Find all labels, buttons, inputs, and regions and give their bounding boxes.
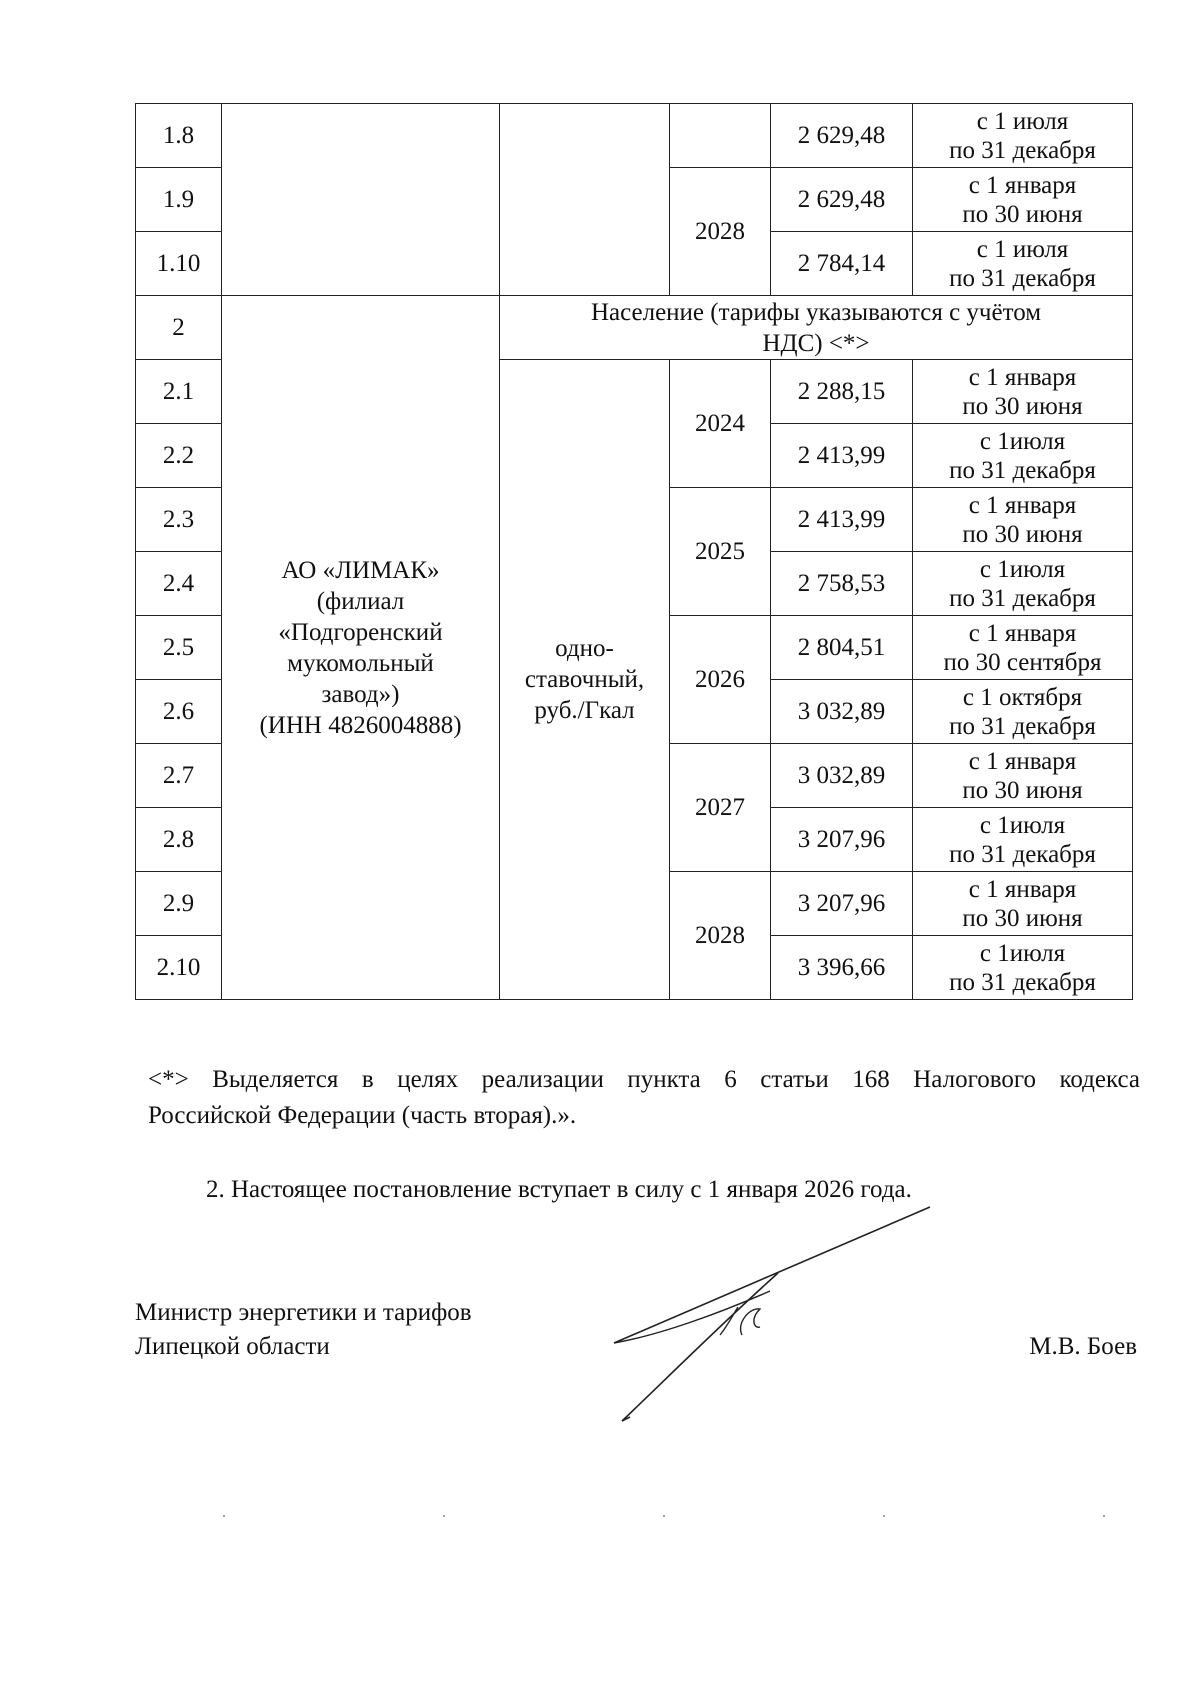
- period-cell: [913, 488, 1133, 552]
- effective-date-clause: 2. Настоящее постановление вступает в силу с 1 января 2026 года.: [206, 1176, 912, 1203]
- tariff-type-line: руб./Гкал: [534, 697, 635, 724]
- period-end: по 30 сентября: [943, 648, 1102, 676]
- period-start: с 1 января: [968, 171, 1077, 199]
- year-cell: 2028: [670, 872, 771, 1000]
- table-row: [136, 296, 1133, 360]
- scan-dots: [0, 1515, 1200, 1525]
- period-cell: [913, 104, 1133, 168]
- period-cell: [913, 808, 1133, 872]
- row-number: 2.1: [136, 360, 222, 424]
- tariff-value: 3 032,89: [771, 744, 913, 808]
- tariff-value: 3 032,89: [771, 680, 913, 744]
- period-end: по 30 июня: [962, 200, 1083, 228]
- row-number: 2.4: [136, 552, 222, 616]
- tariff-value: 2 629,48: [771, 168, 913, 232]
- organization-cell: [222, 296, 500, 1000]
- period-start: с 1 июля: [976, 235, 1069, 263]
- period-start: с 1июля: [979, 939, 1066, 967]
- signer-title-line-2: Липецкой области: [135, 1333, 330, 1360]
- year-cell: 2026: [670, 616, 771, 744]
- row-number: 2.8: [136, 808, 222, 872]
- row-number: 2.9: [136, 872, 222, 936]
- period-end: по 31 декабря: [949, 584, 1096, 612]
- period-end: по 31 декабря: [949, 264, 1096, 292]
- period-cell: [913, 744, 1133, 808]
- period-cell: [913, 936, 1133, 1000]
- org-line: завод»): [321, 680, 400, 708]
- row-number: 2.10: [136, 936, 222, 1000]
- period-start: с 1 июля: [976, 107, 1069, 135]
- tariff-value: 3 396,66: [771, 936, 913, 1000]
- signer-title-line-1: Министр энергетики и тарифов: [135, 1299, 472, 1326]
- period-end: по 31 декабря: [949, 840, 1096, 868]
- org-line: мукомольный: [287, 649, 434, 677]
- year-cell: 2025: [670, 488, 771, 616]
- period-end: по 31 декабря: [949, 968, 1096, 996]
- org-line: «Подгоренский: [278, 618, 443, 646]
- signer-title: [135, 1296, 472, 1364]
- period-end: по 30 июня: [962, 776, 1083, 804]
- tariff-type-line: ставочный,: [524, 666, 645, 693]
- section-header: [500, 296, 1133, 360]
- tariff-value: 2 804,51: [771, 616, 913, 680]
- period-start: с 1 января: [968, 619, 1077, 647]
- period-cell: [913, 168, 1133, 232]
- tariff-value: 2 413,99: [771, 424, 913, 488]
- tariff-value: 2 784,14: [771, 232, 913, 296]
- tariff-value: 2 288,15: [771, 360, 913, 424]
- period-start: с 1 января: [968, 491, 1077, 519]
- row-number: 1.8: [136, 104, 222, 168]
- period-start: с 1 января: [968, 747, 1077, 775]
- period-cell: [913, 232, 1133, 296]
- tariff-type-cell-empty: [500, 104, 670, 296]
- tariff-value: 2 758,53: [771, 552, 913, 616]
- row-number: 2.7: [136, 744, 222, 808]
- signer-name: М.В. Боев: [1029, 1333, 1137, 1360]
- row-number: 2: [136, 296, 222, 360]
- period-start: с 1 октября: [962, 683, 1083, 711]
- tariff-value: 2 413,99: [771, 488, 913, 552]
- period-end: по 31 декабря: [949, 136, 1096, 164]
- tariff-value: 2 629,48: [771, 104, 913, 168]
- row-number: 2.2: [136, 424, 222, 488]
- row-number: 2.5: [136, 616, 222, 680]
- period-end: по 30 июня: [962, 520, 1083, 548]
- tariff-value: 3 207,96: [771, 872, 913, 936]
- year-cell: 2024: [670, 360, 771, 488]
- row-number: 1.9: [136, 168, 222, 232]
- period-start: с 1июля: [979, 811, 1066, 839]
- handwritten-signature: [600, 1195, 960, 1435]
- period-start: с 1июля: [979, 555, 1066, 583]
- tariff-type-line: одно-: [555, 635, 614, 662]
- period-start: с 1 января: [968, 363, 1077, 391]
- period-start: с 1июля: [979, 427, 1066, 455]
- period-cell: [913, 424, 1133, 488]
- period-cell: [913, 872, 1133, 936]
- period-start: с 1 января: [968, 875, 1077, 903]
- period-end: по 30 июня: [962, 392, 1083, 420]
- tariff-table: [135, 103, 1133, 1000]
- period-cell: [913, 616, 1133, 680]
- year-cell: 2028: [670, 168, 771, 296]
- section-header-line: Население (тарифы указываются с учётом: [590, 298, 1042, 326]
- org-line: АО «ЛИМАК»: [281, 556, 440, 584]
- footnote-line-1: <*> Выделяется в целях реализации пункта 6 статьи 168 Налогового кодекса: [148, 1066, 1140, 1093]
- year-cell-empty: [670, 104, 771, 168]
- row-number: 2.6: [136, 680, 222, 744]
- org-line: (ИНН 4826004888): [259, 711, 462, 739]
- section-header-line: НДС) <*>: [762, 329, 870, 357]
- org-line: (филиал: [316, 587, 405, 615]
- period-cell: [913, 680, 1133, 744]
- row-number: 1.10: [136, 232, 222, 296]
- year-cell: 2027: [670, 744, 771, 872]
- period-end: по 31 декабря: [949, 712, 1096, 740]
- footnote: [148, 1062, 1140, 1134]
- period-end: по 30 июня: [962, 904, 1083, 932]
- period-cell: [913, 360, 1133, 424]
- table-row: [136, 104, 1133, 168]
- period-end: по 31 декабря: [949, 456, 1096, 484]
- row-number: 2.3: [136, 488, 222, 552]
- tariff-type-cell: [500, 360, 670, 1000]
- tariff-value: 3 207,96: [771, 808, 913, 872]
- period-cell: [913, 552, 1133, 616]
- org-cell-empty: [222, 104, 500, 296]
- footnote-line-2: Российской Федерации (часть вторая).».: [148, 1102, 577, 1129]
